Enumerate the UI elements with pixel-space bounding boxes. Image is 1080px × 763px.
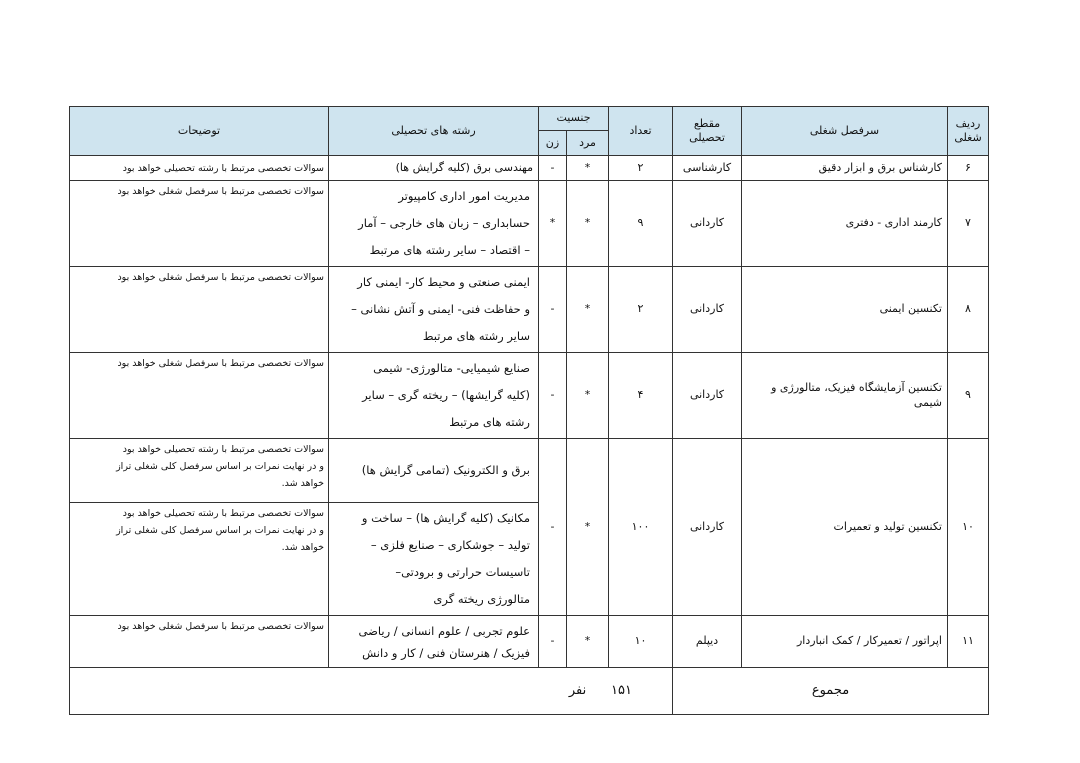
field-line: برق و الکترونیک (تمامی گرایش ها) — [361, 463, 530, 477]
field-line: و حفاظت فنی- ایمنی و آتش نشانی – — [351, 302, 530, 316]
header-row-no: ردیف شغلی — [948, 107, 989, 156]
field-line: تولید – جوشکاری – صنایع فلزی – — [370, 538, 530, 552]
male-mark: * — [567, 156, 609, 181]
male-mark: * — [567, 439, 609, 616]
study-fields — [329, 267, 539, 353]
field-line: مهندسی برق (کلیه گرایش ها) — [395, 160, 533, 174]
header-degree: مقطع تحصیلی — [673, 107, 742, 156]
header-fields: رشته های تحصیلی — [329, 107, 539, 156]
degree: دیپلم — [673, 616, 742, 668]
header-female: زن — [539, 131, 567, 156]
notes: سوالات تخصصی مرتبط با سرفصل شغلی خواهد بود — [70, 181, 329, 267]
total-value: ۱۵۱ — [611, 682, 632, 698]
field-line: (کلیه گرایشها) – ریخته گری – سایر — [362, 388, 530, 402]
note-line: خواهد شد. — [281, 542, 324, 553]
study-fields — [329, 181, 539, 267]
field-line: فیزیک / هنرستان فنی / کار و دانش — [362, 645, 530, 660]
degree: کاردانی — [673, 353, 742, 439]
field-line: علوم تجربی / علوم انسانی / ریاضی — [358, 623, 530, 638]
study-fields — [329, 616, 539, 668]
study-fields — [329, 439, 539, 503]
job-title: کارشناس برق و ابزار دقیق — [742, 156, 948, 181]
field-line: – اقتصاد – سایر رشته های مرتبط — [369, 243, 530, 257]
male-mark: * — [567, 353, 609, 439]
note-line: خواهد شد. — [281, 478, 324, 489]
degree: کاردانی — [673, 181, 742, 267]
male-mark: * — [567, 616, 609, 668]
note-line: سوالات تخصصی مرتبط با رشته تحصیلی خواهد بود — [122, 444, 324, 455]
row-number: ۸ — [948, 267, 989, 353]
count: ۲ — [609, 267, 673, 353]
female-mark: * — [539, 181, 567, 267]
female-mark: - — [539, 156, 567, 181]
job-title: اپراتور / تعمیرکار / کمک انباردار — [742, 616, 948, 668]
degree: کاردانی — [673, 267, 742, 353]
header-male: مرد — [567, 131, 609, 156]
field-line: حسابداری – زبان های خارجی – آمار — [358, 216, 530, 230]
row-number: ۷ — [948, 181, 989, 267]
table-row — [70, 353, 989, 439]
count: ۱۰۰ — [609, 439, 673, 616]
header-gender: جنسیت — [539, 107, 609, 131]
total-unit: نفر — [568, 682, 587, 698]
row-number: ۶ — [948, 156, 989, 181]
header-count: تعداد — [609, 107, 673, 156]
table-row — [70, 616, 989, 668]
notes: سوالات تخصصی مرتبط با سرفصل شغلی خواهد بود — [70, 267, 329, 353]
total-row — [70, 668, 989, 715]
female-mark: - — [539, 439, 567, 616]
table-row — [70, 156, 989, 181]
study-fields — [329, 503, 539, 616]
notes — [70, 503, 329, 616]
total-cell — [70, 668, 673, 715]
job-positions-table — [69, 106, 989, 715]
notes: سوالات تخصصی مرتبط با سرفصل شغلی خواهد بود — [70, 353, 329, 439]
male-mark: * — [567, 181, 609, 267]
job-title: تکنسین آزمایشگاه فیزیک، متالورژی و شیمی — [742, 353, 948, 439]
female-mark: - — [539, 353, 567, 439]
count: ۱۰ — [609, 616, 673, 668]
job-title: تکنسین تولید و تعمیرات — [742, 439, 948, 616]
note-line: و در نهایت نمرات بر اساس سرفصل کلی شغلی تراز — [116, 525, 324, 536]
field-line: مکانیک (کلیه گرایش ها) – ساخت و — [361, 511, 530, 525]
degree: کاردانی — [673, 439, 742, 616]
row-number: ۹ — [948, 353, 989, 439]
notes — [70, 439, 329, 503]
notes: سوالات تخصصی مرتبط با سرفصل شغلی خواهد بود — [70, 616, 329, 668]
count: ۲ — [609, 156, 673, 181]
job-title: کارمند اداری - دفتری — [742, 181, 948, 267]
female-mark: - — [539, 267, 567, 353]
table-row — [70, 439, 989, 503]
field-line: صنایع شیمیایی- متالورژی- شیمی — [373, 361, 530, 375]
study-fields — [329, 353, 539, 439]
notes: سوالات تخصصی مرتبط با رشته تحصیلی خواهد بود — [70, 156, 329, 181]
count: ۹ — [609, 181, 673, 267]
note-line: سوالات تخصصی مرتبط با رشته تحصیلی خواهد بود — [122, 508, 324, 519]
field-line: ایمنی صنعتی و محیط کار- ایمنی کار — [357, 275, 530, 289]
row-number: ۱۰ — [948, 439, 989, 616]
male-mark: * — [567, 267, 609, 353]
field-line: تاسیسات حرارتی و برودتی– — [395, 565, 530, 579]
header-job-title: سرفصل شغلی — [742, 107, 948, 156]
job-title: تکنسین ایمنی — [742, 267, 948, 353]
table-row — [70, 181, 989, 267]
header-notes: توضیحات — [70, 107, 329, 156]
field-line: متالورژی ریخته گری — [433, 592, 530, 606]
field-line: رشته های مرتبط — [449, 415, 530, 429]
row-number: ۱۱ — [948, 616, 989, 668]
table-row — [70, 267, 989, 353]
count: ۴ — [609, 353, 673, 439]
study-fields — [329, 156, 539, 181]
female-mark: - — [539, 616, 567, 668]
note-line: و در نهایت نمرات بر اساس سرفصل کلی شغلی تراز — [116, 461, 324, 472]
degree: کارشناسی — [673, 156, 742, 181]
field-line: مدیریت امور اداری کامپیوتر — [398, 189, 530, 203]
total-label: مجموع — [673, 668, 989, 715]
field-line: سایر رشته های مرتبط — [422, 329, 530, 343]
